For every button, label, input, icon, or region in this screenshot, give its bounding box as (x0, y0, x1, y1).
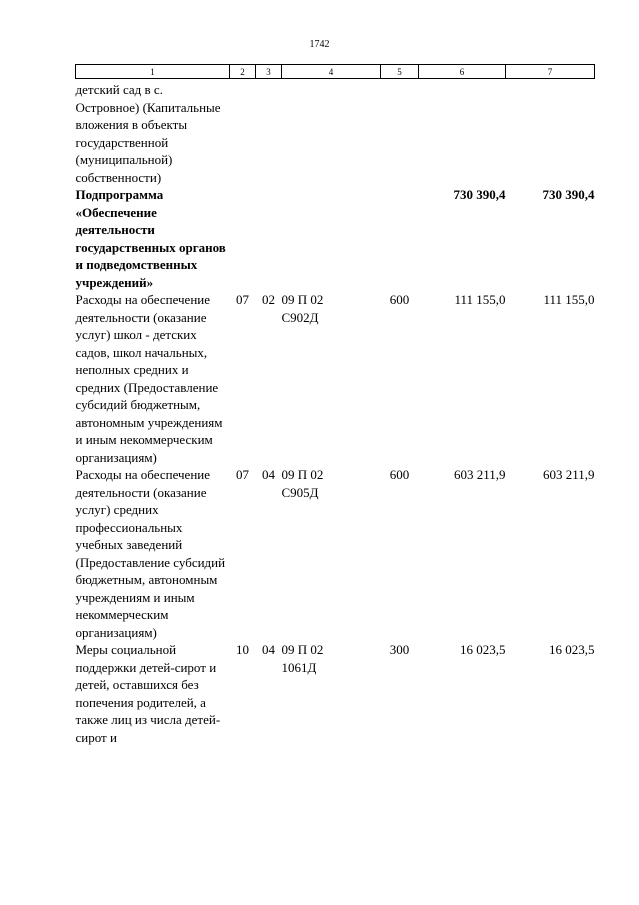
row-amount-year1: 16 023,5 (460, 642, 506, 657)
row-amount-year2: 603 211,9 (542, 467, 595, 482)
row-name: Меры социальной поддержки детей-сирот и детей, оставшихся без попечения родителей, а также лиц из числа детей-сирот и (75, 642, 221, 745)
row-subsection: 02 (262, 292, 275, 307)
page-number: 1742 (309, 39, 330, 50)
row-name: Расходы на обеспечение деятельности (оказание услуг) средних профессиональных учебных заведений (Предоставление субсидий бюджетным, автономным учреждениям и иным некоммерческим организациям) (75, 467, 226, 640)
row-target-code-line1: 09 П 02 (281, 292, 324, 307)
row-section (230, 79, 256, 187)
row-section: 07 (236, 467, 249, 482)
table-row (76, 79, 595, 187)
table-row (76, 291, 595, 466)
row-target-code-line2: 1061Д (281, 659, 317, 675)
row-name: Расходы на обеспечение деятельности (оказание услуг) школ - детских садов, школ начальных, неполных средних и средних (Предоставление субсидий бюджетным, автономным учреждениям и иным некоммерческим организациям) (75, 292, 223, 465)
row-amount-year2: 111 155,0 (543, 292, 595, 307)
column-number: 1 (76, 65, 230, 79)
row-amount-year1 (419, 79, 506, 187)
row-target-code (282, 79, 381, 187)
table-row (76, 466, 595, 641)
row-section: 07 (236, 292, 249, 307)
row-amount-year1: 111 155,0 (454, 292, 506, 307)
row-amount-year2: 730 390,4 (542, 187, 595, 202)
row-section: 10 (236, 642, 249, 657)
row-subsection (256, 186, 282, 291)
row-target-code (282, 466, 381, 641)
row-subsection: 04 (262, 642, 275, 657)
column-number-row (76, 65, 595, 79)
column-number: 5 (381, 65, 419, 79)
row-expense-type: 300 (389, 642, 410, 657)
column-number: 3 (256, 65, 282, 79)
row-amount-year2 (506, 79, 595, 187)
row-target-code-line2: С902Д (281, 309, 319, 325)
row-name: детский сад в с. Островное) (Капитальные вложения в объекты государственной (муниципальной) собственности) (75, 82, 221, 185)
column-number: 7 (506, 65, 595, 79)
row-expense-type: 600 (389, 292, 410, 307)
row-amount-year2: 16 023,5 (549, 642, 595, 657)
column-number: 4 (282, 65, 381, 79)
row-target-code-line1: 09 П 02 (281, 467, 324, 482)
row-target-code (282, 186, 381, 291)
row-section (230, 186, 256, 291)
row-expense-type (381, 186, 419, 291)
row-expense-type: 600 (389, 467, 410, 482)
row-target-code (282, 641, 381, 746)
row-target-code (282, 291, 381, 466)
table-row (76, 641, 595, 746)
column-number: 6 (419, 65, 506, 79)
row-expense-type (381, 79, 419, 187)
row-target-code-line2: С905Д (281, 484, 319, 500)
row-amount-year1: 603 211,9 (453, 467, 506, 482)
row-subsection (256, 79, 282, 187)
row-target-code-line1: 09 П 02 (281, 642, 324, 657)
row-amount-year1: 730 390,4 (453, 187, 506, 202)
row-subsection: 04 (262, 467, 275, 482)
row-name: Подпрограмма «Обеспечение деятельности государственных органов и подведомственных учреждений» (75, 187, 226, 290)
table-row (76, 186, 595, 291)
budget-table (75, 64, 595, 746)
column-number: 2 (230, 65, 256, 79)
